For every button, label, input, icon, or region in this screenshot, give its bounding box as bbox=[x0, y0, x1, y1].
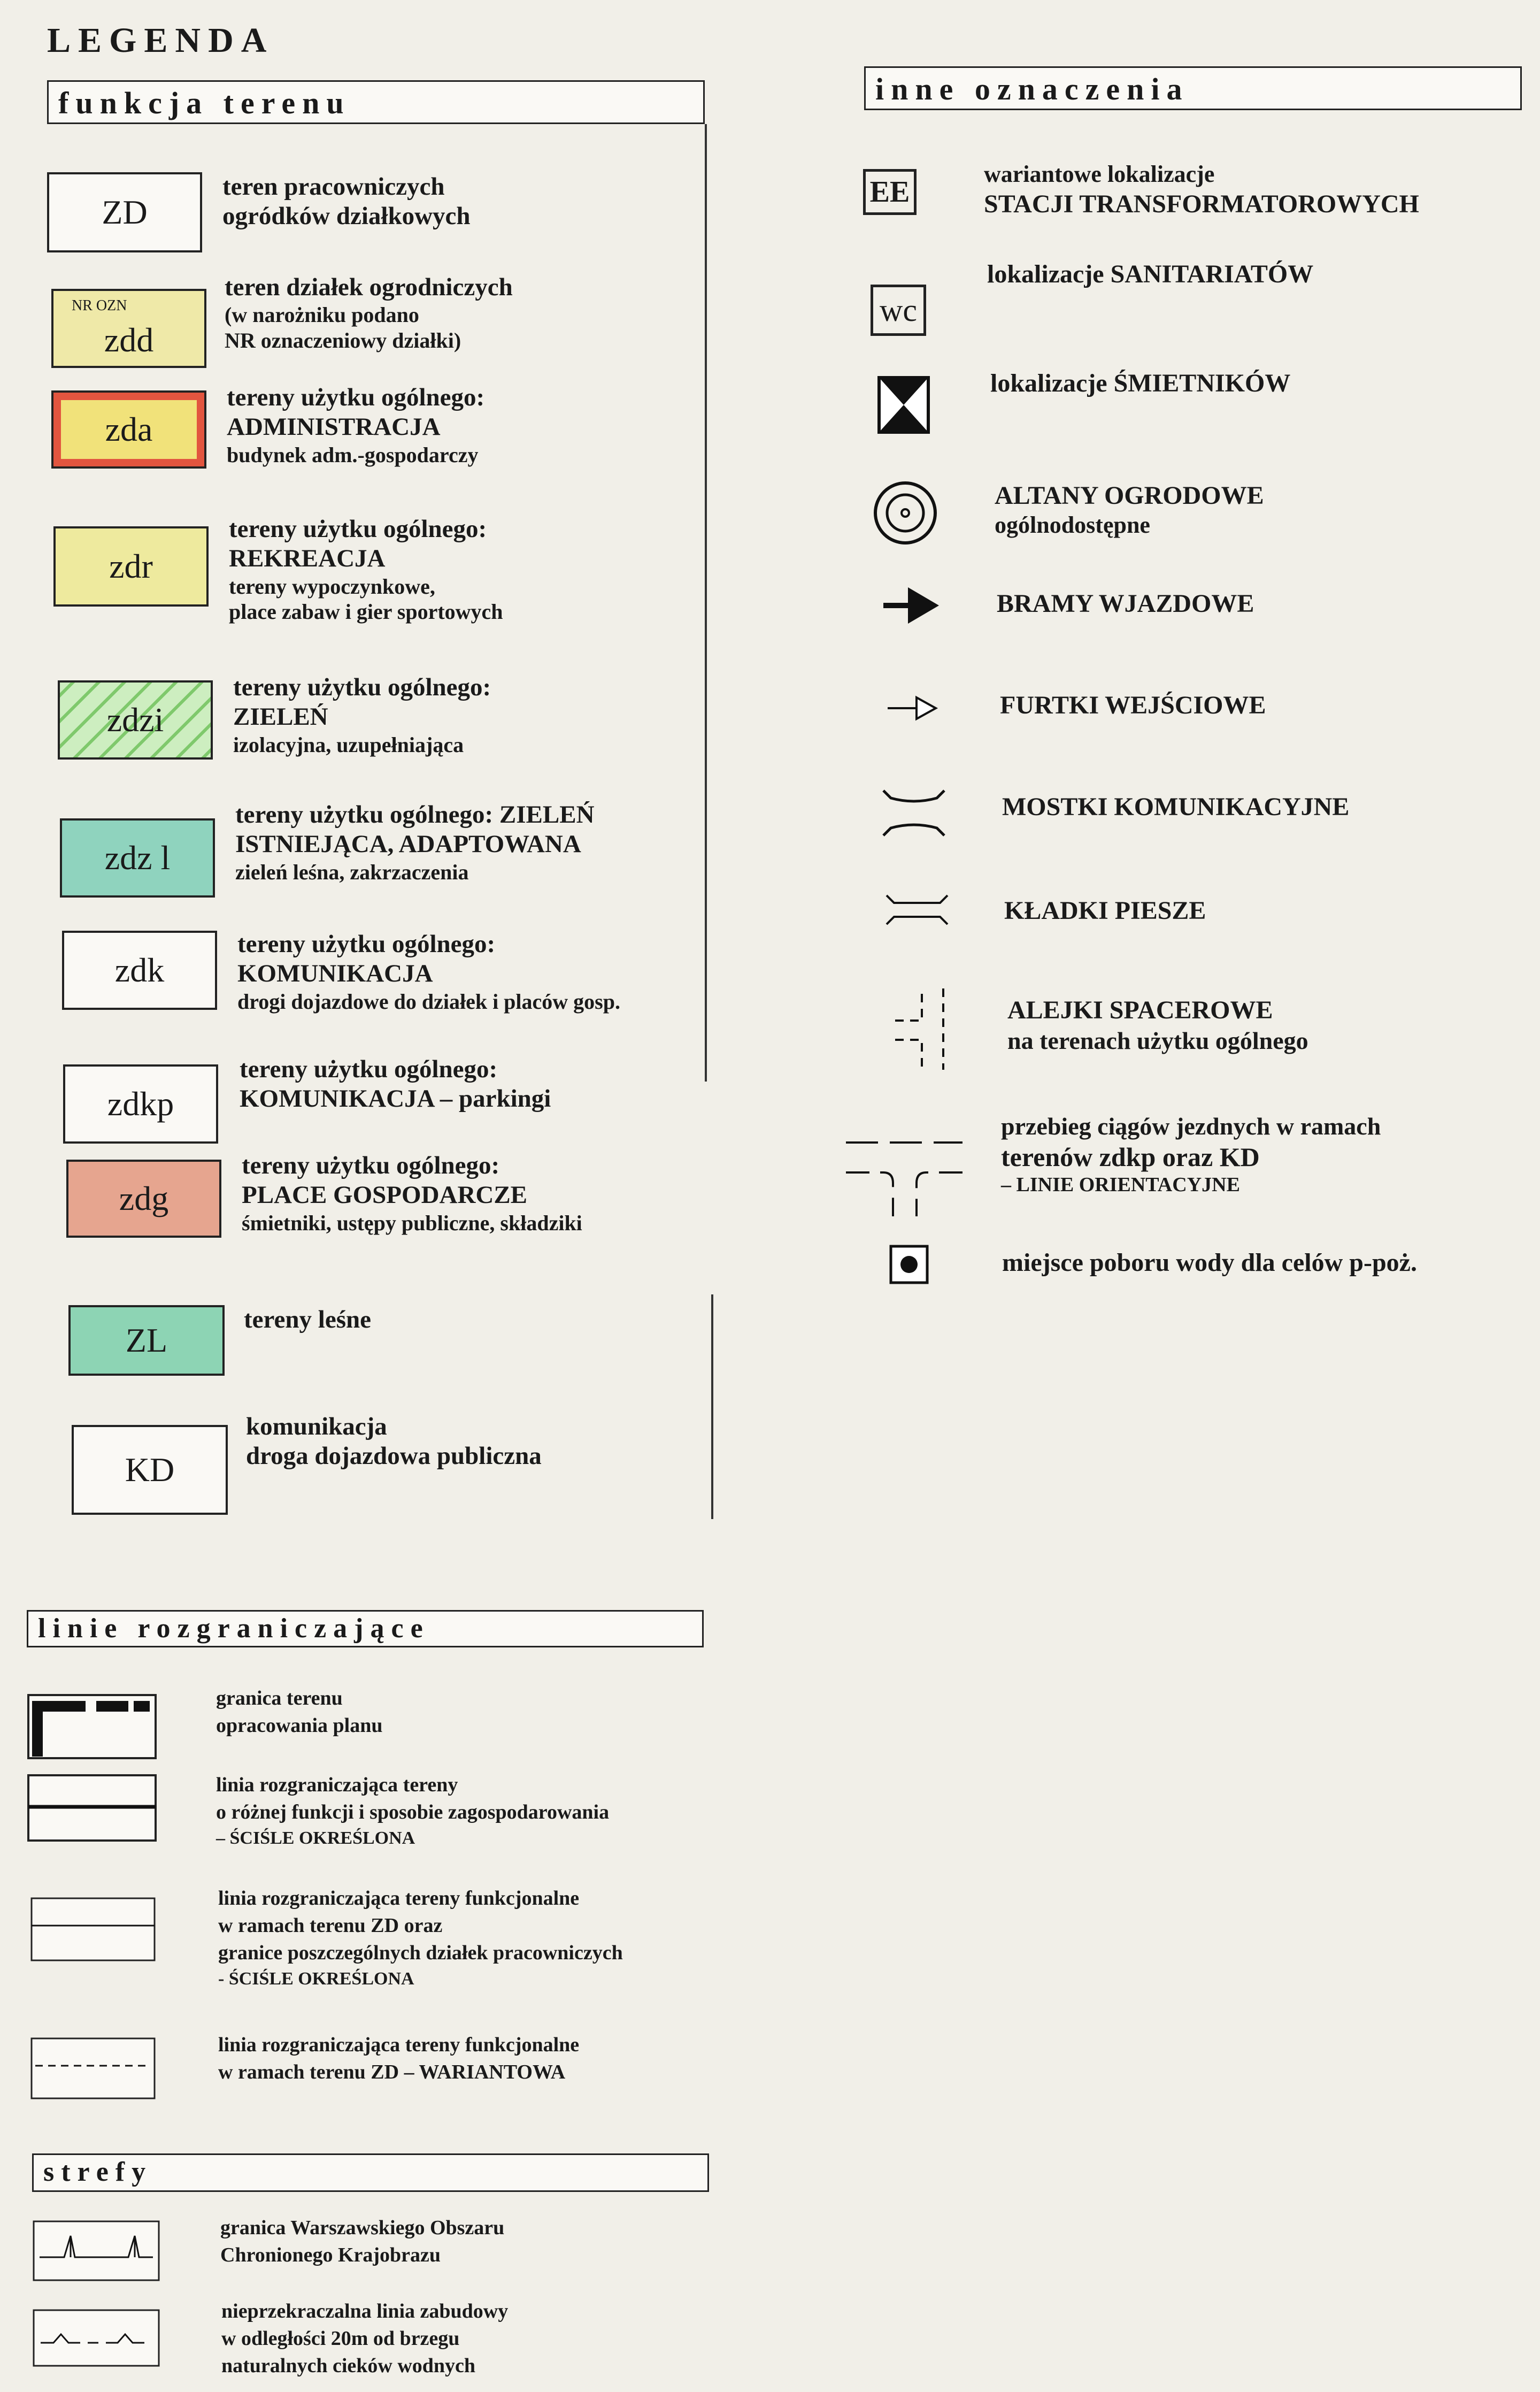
symbol-ZD: ZD bbox=[47, 172, 202, 252]
symbol-zdr: zdr bbox=[53, 526, 209, 607]
legend-text-footbridges: KŁADKI PIESZE bbox=[1004, 896, 1206, 925]
section-header-label: strefy bbox=[43, 2157, 153, 2187]
solid-arrow-icon bbox=[881, 584, 941, 627]
legend-text-zdkp: tereny użytku ogólnego: KOMUNIKACJA – parkingi bbox=[240, 1055, 551, 1113]
legend-text-ZL: tereny leśne bbox=[244, 1306, 371, 1333]
arbor-circle-icon bbox=[871, 478, 940, 548]
legend-title: LEGENDA bbox=[47, 21, 274, 60]
symbol-zdz-l: zdz l bbox=[60, 818, 215, 898]
section-header-inne bbox=[864, 66, 1522, 110]
legend-text-ZD: teren pracowniczych ogródków działkowych bbox=[222, 173, 471, 231]
symbol-zdd: NR OZN zdd bbox=[51, 289, 206, 368]
protected-zone-icon bbox=[32, 2220, 160, 2282]
section-header-label: funkcja terenu bbox=[58, 86, 351, 120]
legend-text-arbor: ALTANY OGRODOWE ogólnodostępne bbox=[995, 481, 1264, 538]
legend-text-functional-line: linia rozgraniczająca tereny funkcjonalne w ramach terenu ZD oraz granice poszczególnych działek pracowniczych - ŚCIŚLE OKREŚLONA bbox=[218, 1887, 623, 1989]
section-header-label: linie rozgraniczające bbox=[38, 1613, 430, 1644]
legend-text-wc: lokalizacje SANITARIATÓW bbox=[987, 260, 1314, 288]
symbol-ZL: ZL bbox=[68, 1305, 225, 1376]
section-divider bbox=[705, 124, 707, 1082]
legend-text-plan-boundary: granica terenu opracowania planu bbox=[216, 1687, 383, 1737]
symbol-KD: KD bbox=[72, 1425, 228, 1515]
alley-icon bbox=[890, 986, 954, 1072]
legend-text-wickets: FURTKI WEJŚCIOWE bbox=[1000, 691, 1266, 719]
legend-text-zdzi: tereny użytku ogólnego: ZIELEŃ izolacyjna, uzupełniająca bbox=[233, 673, 491, 757]
section-header-funkcja bbox=[47, 80, 705, 124]
corner-number-label: NR OZN bbox=[72, 297, 127, 314]
legend-text-zdr: tereny użytku ogólnego: REKREACJA tereny wypoczynkowe, place zabaw i gier sportowych bbox=[229, 515, 503, 624]
legend-text-protected-zone: granica Warszawskiego Obszaru Chronionego Krajobrazu bbox=[220, 2217, 505, 2266]
legend-text-zdz-l: tereny użytku ogólnego: ZIELEŃ ISTNIEJĄCA, ADAPTOWANA zieleń leśna, zakrzaczenia bbox=[235, 801, 595, 884]
symbol-zda: zda bbox=[51, 390, 206, 469]
ee-box-icon: EE bbox=[863, 169, 917, 215]
symbol-zdk: zdk bbox=[62, 931, 217, 1010]
symbol-zdg: zdg bbox=[66, 1160, 221, 1238]
legend-text-strict-line: linia rozgraniczająca tereny o różnej funkcji i sposobie zagospodarowania – ŚCIŚLE OKREŚLONA bbox=[216, 1774, 610, 1848]
legend-text-zdd: teren działek ogrodniczych (w narożniku podano NR oznaczeniowy działki) bbox=[225, 273, 513, 352]
water-point-icon bbox=[889, 1244, 929, 1285]
road-lines-icon bbox=[843, 1132, 966, 1217]
section-divider-lower bbox=[711, 1294, 713, 1519]
legend-text-building-line: nieprzekraczalna linia zabudowy w odległości 20m od brzegu naturalnych cieków wodnych bbox=[221, 2300, 509, 2377]
legend-text-EE: wariantowe lokalizacje STACJI TRANSFORMATOROWYCH bbox=[984, 161, 1419, 218]
strict-line-icon bbox=[27, 1774, 157, 1842]
legend-text-alleys: ALEJKI SPACEROWE na terenach użytku ogólnego bbox=[1007, 996, 1308, 1054]
legend-text-variant-line: linia rozgraniczająca tereny funkcjonalne w ramach terenu ZD – WARIANTOWA bbox=[218, 2034, 580, 2083]
wc-box-icon: wc bbox=[871, 285, 926, 336]
legend-text-zdk: tereny użytku ogólnego: KOMUNIKACJA drogi dojazdowe do działek i placów gosp. bbox=[237, 930, 620, 1014]
section-header-strefy bbox=[32, 2153, 709, 2192]
legend-text-zdg: tereny użytku ogólnego: PLACE GOSPODARCZE śmietniki, ustępy publiczne, składziki bbox=[242, 1152, 582, 1235]
section-header-label: inne oznaczenia bbox=[875, 72, 1189, 106]
symbol-zdkp: zdkp bbox=[63, 1064, 218, 1144]
legend-text-road-lines: przebieg ciągów jezdnych w ramach terenów zdkp oraz KD – LINIE ORIENTACYJNE bbox=[1001, 1113, 1381, 1197]
symbol-zdzi: zdzi bbox=[58, 680, 213, 760]
bridge-icon bbox=[879, 787, 949, 839]
bin-hourglass-icon bbox=[877, 375, 930, 434]
legend-text-bin: lokalizacje ŚMIETNIKÓW bbox=[990, 369, 1291, 397]
legend-text-water-point: miejsce poboru wody dla celów p-poż. bbox=[1002, 1248, 1417, 1277]
legend-text-zda: tereny użytku ogólnego: ADMINISTRACJA budynek adm.-gospodarczy bbox=[227, 384, 485, 467]
legend-text-bridges: MOSTKI KOMUNIKACYJNE bbox=[1002, 793, 1350, 821]
functional-line-icon bbox=[30, 1897, 156, 1962]
open-arrow-icon bbox=[886, 692, 939, 724]
section-header-linie bbox=[27, 1610, 704, 1647]
legend-text-gates: BRAMY WJAZDOWE bbox=[997, 589, 1254, 618]
plan-boundary-icon bbox=[27, 1693, 157, 1760]
footbridge-icon bbox=[883, 891, 951, 929]
building-line-icon bbox=[32, 2309, 160, 2367]
legend-text-KD: komunikacja droga dojazdowa publiczna bbox=[246, 1413, 542, 1470]
variant-line-icon bbox=[30, 2037, 156, 2100]
